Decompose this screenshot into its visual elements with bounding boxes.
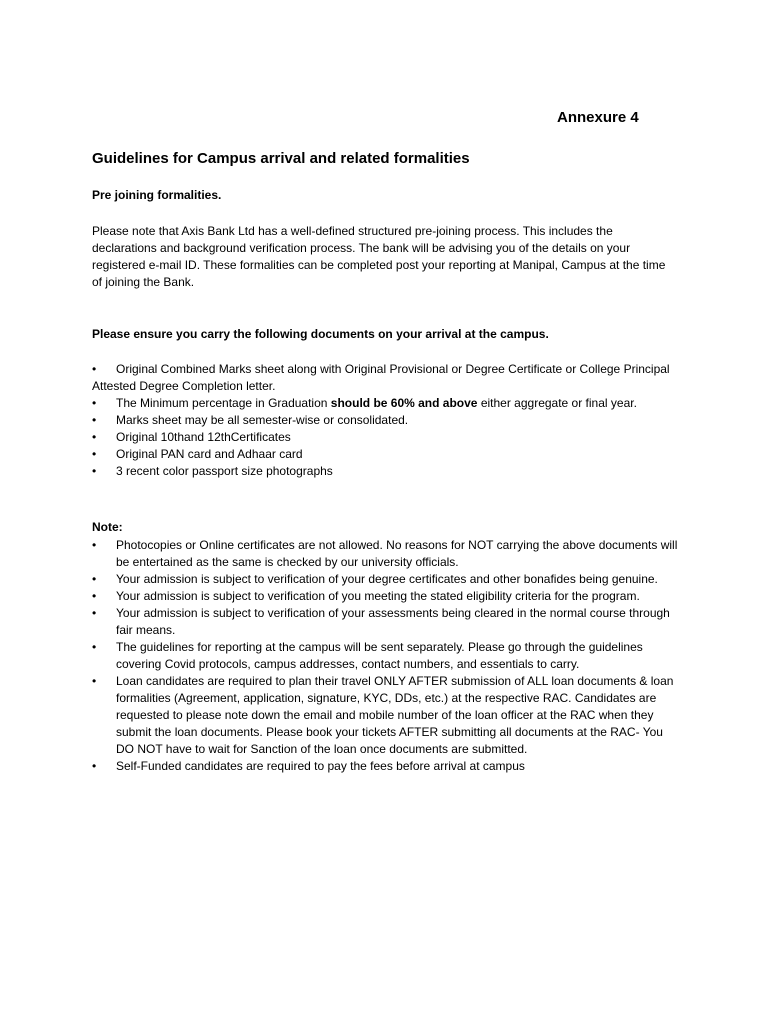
list-item <box>92 639 682 673</box>
note-heading: Note: <box>92 520 123 534</box>
notes-list <box>92 537 682 775</box>
list-item-text: 3 recent color passport size photographs <box>116 464 333 478</box>
list-item-text: Self-Funded candidates are required to pay the fees before arrival at campus <box>116 759 525 773</box>
list-item-text: The Minimum percentage in Graduation <box>116 396 331 410</box>
bullet: • <box>92 362 97 376</box>
bullet: • <box>92 572 97 586</box>
list-item <box>92 361 682 395</box>
bullet: • <box>92 674 97 688</box>
page-title: Guidelines for Campus arrival and related formalities <box>92 150 470 167</box>
list-item-text: Your admission is subject to verification of your assessments being cleared in the normal course through fair means. <box>116 606 670 637</box>
list-item <box>92 758 682 775</box>
bullet: • <box>92 447 97 461</box>
list-item-text: Your admission is subject to verification of your degree certificates and other bonafides being genuine. <box>116 572 658 586</box>
bullet: • <box>92 640 97 654</box>
list-item <box>92 537 682 571</box>
bullet: • <box>92 759 97 773</box>
list-item <box>92 429 682 446</box>
list-item-text: Original Combined Marks sheet along with Original Provisional or Degree Certificate or College Principal Attested Degree Completion letter. <box>92 362 670 393</box>
prejoining-paragraph: Please note that Axis Bank Ltd has a well-defined structured pre-joining process. This includes the declarations and background verification process. The bank will be advising you of the details on your registered e-mail ID. These formalities can be completed post your reporting at Manipal, Campus at the time of joining the Bank. <box>92 224 666 289</box>
bullet: • <box>92 396 97 410</box>
list-item-text: Your admission is subject to verification of you meeting the stated eligibility criteria for the program. <box>116 589 640 603</box>
list-item <box>92 605 682 639</box>
list-item-text: Marks sheet may be all semester-wise or consolidated. <box>116 413 409 427</box>
list-item-text: Photocopies or Online certificates are not allowed. No reasons for NOT carrying the above documents will be entertained as the same is checked by our university officials. <box>116 538 678 569</box>
list-item <box>92 673 682 758</box>
annexure-label: Annexure 4 <box>557 109 639 126</box>
documents-list <box>92 361 682 480</box>
list-item <box>92 395 682 412</box>
bullet: • <box>92 606 97 620</box>
list-item <box>92 588 682 605</box>
bullet: • <box>92 430 97 444</box>
list-item <box>92 463 682 480</box>
list-item-text: Loan candidates are required to plan their travel ONLY AFTER submission of ALL loan documents & loan formalities (Agreement, application, signature, KYC, DDs, etc.) at the respective RAC. Candidates are requested to please note down the email and mobile number of the loan officer at the RAC when they submit the loan documents. Please book your tickets AFTER submitting all documents at the RAC- You DO NOT have to wait for Sanction of the loan once documents are submitted. <box>116 674 674 756</box>
list-item-emphasis: should be 60% and above <box>330 396 478 410</box>
bullet: • <box>92 538 97 552</box>
list-item-text: Original 10thand 12thCertificates <box>116 430 291 444</box>
list-item-text: The guidelines for reporting at the campus will be sent separately. Please go through the guidelines covering Covid protocols, campus addresses, contact numbers, and essentials to carry. <box>116 640 643 671</box>
list-item <box>92 571 682 588</box>
bullet: • <box>92 589 97 603</box>
list-item-text: either aggregate or final year. <box>477 396 637 410</box>
bullet: • <box>92 464 97 478</box>
bullet: • <box>92 413 97 427</box>
prejoining-heading: Pre joining formalities. <box>92 188 222 202</box>
list-item <box>92 446 682 463</box>
list-item <box>92 412 682 429</box>
documents-heading: Please ensure you carry the following documents on your arrival at the campus. <box>92 327 549 341</box>
list-item-text: Original PAN card and Adhaar card <box>116 447 303 461</box>
